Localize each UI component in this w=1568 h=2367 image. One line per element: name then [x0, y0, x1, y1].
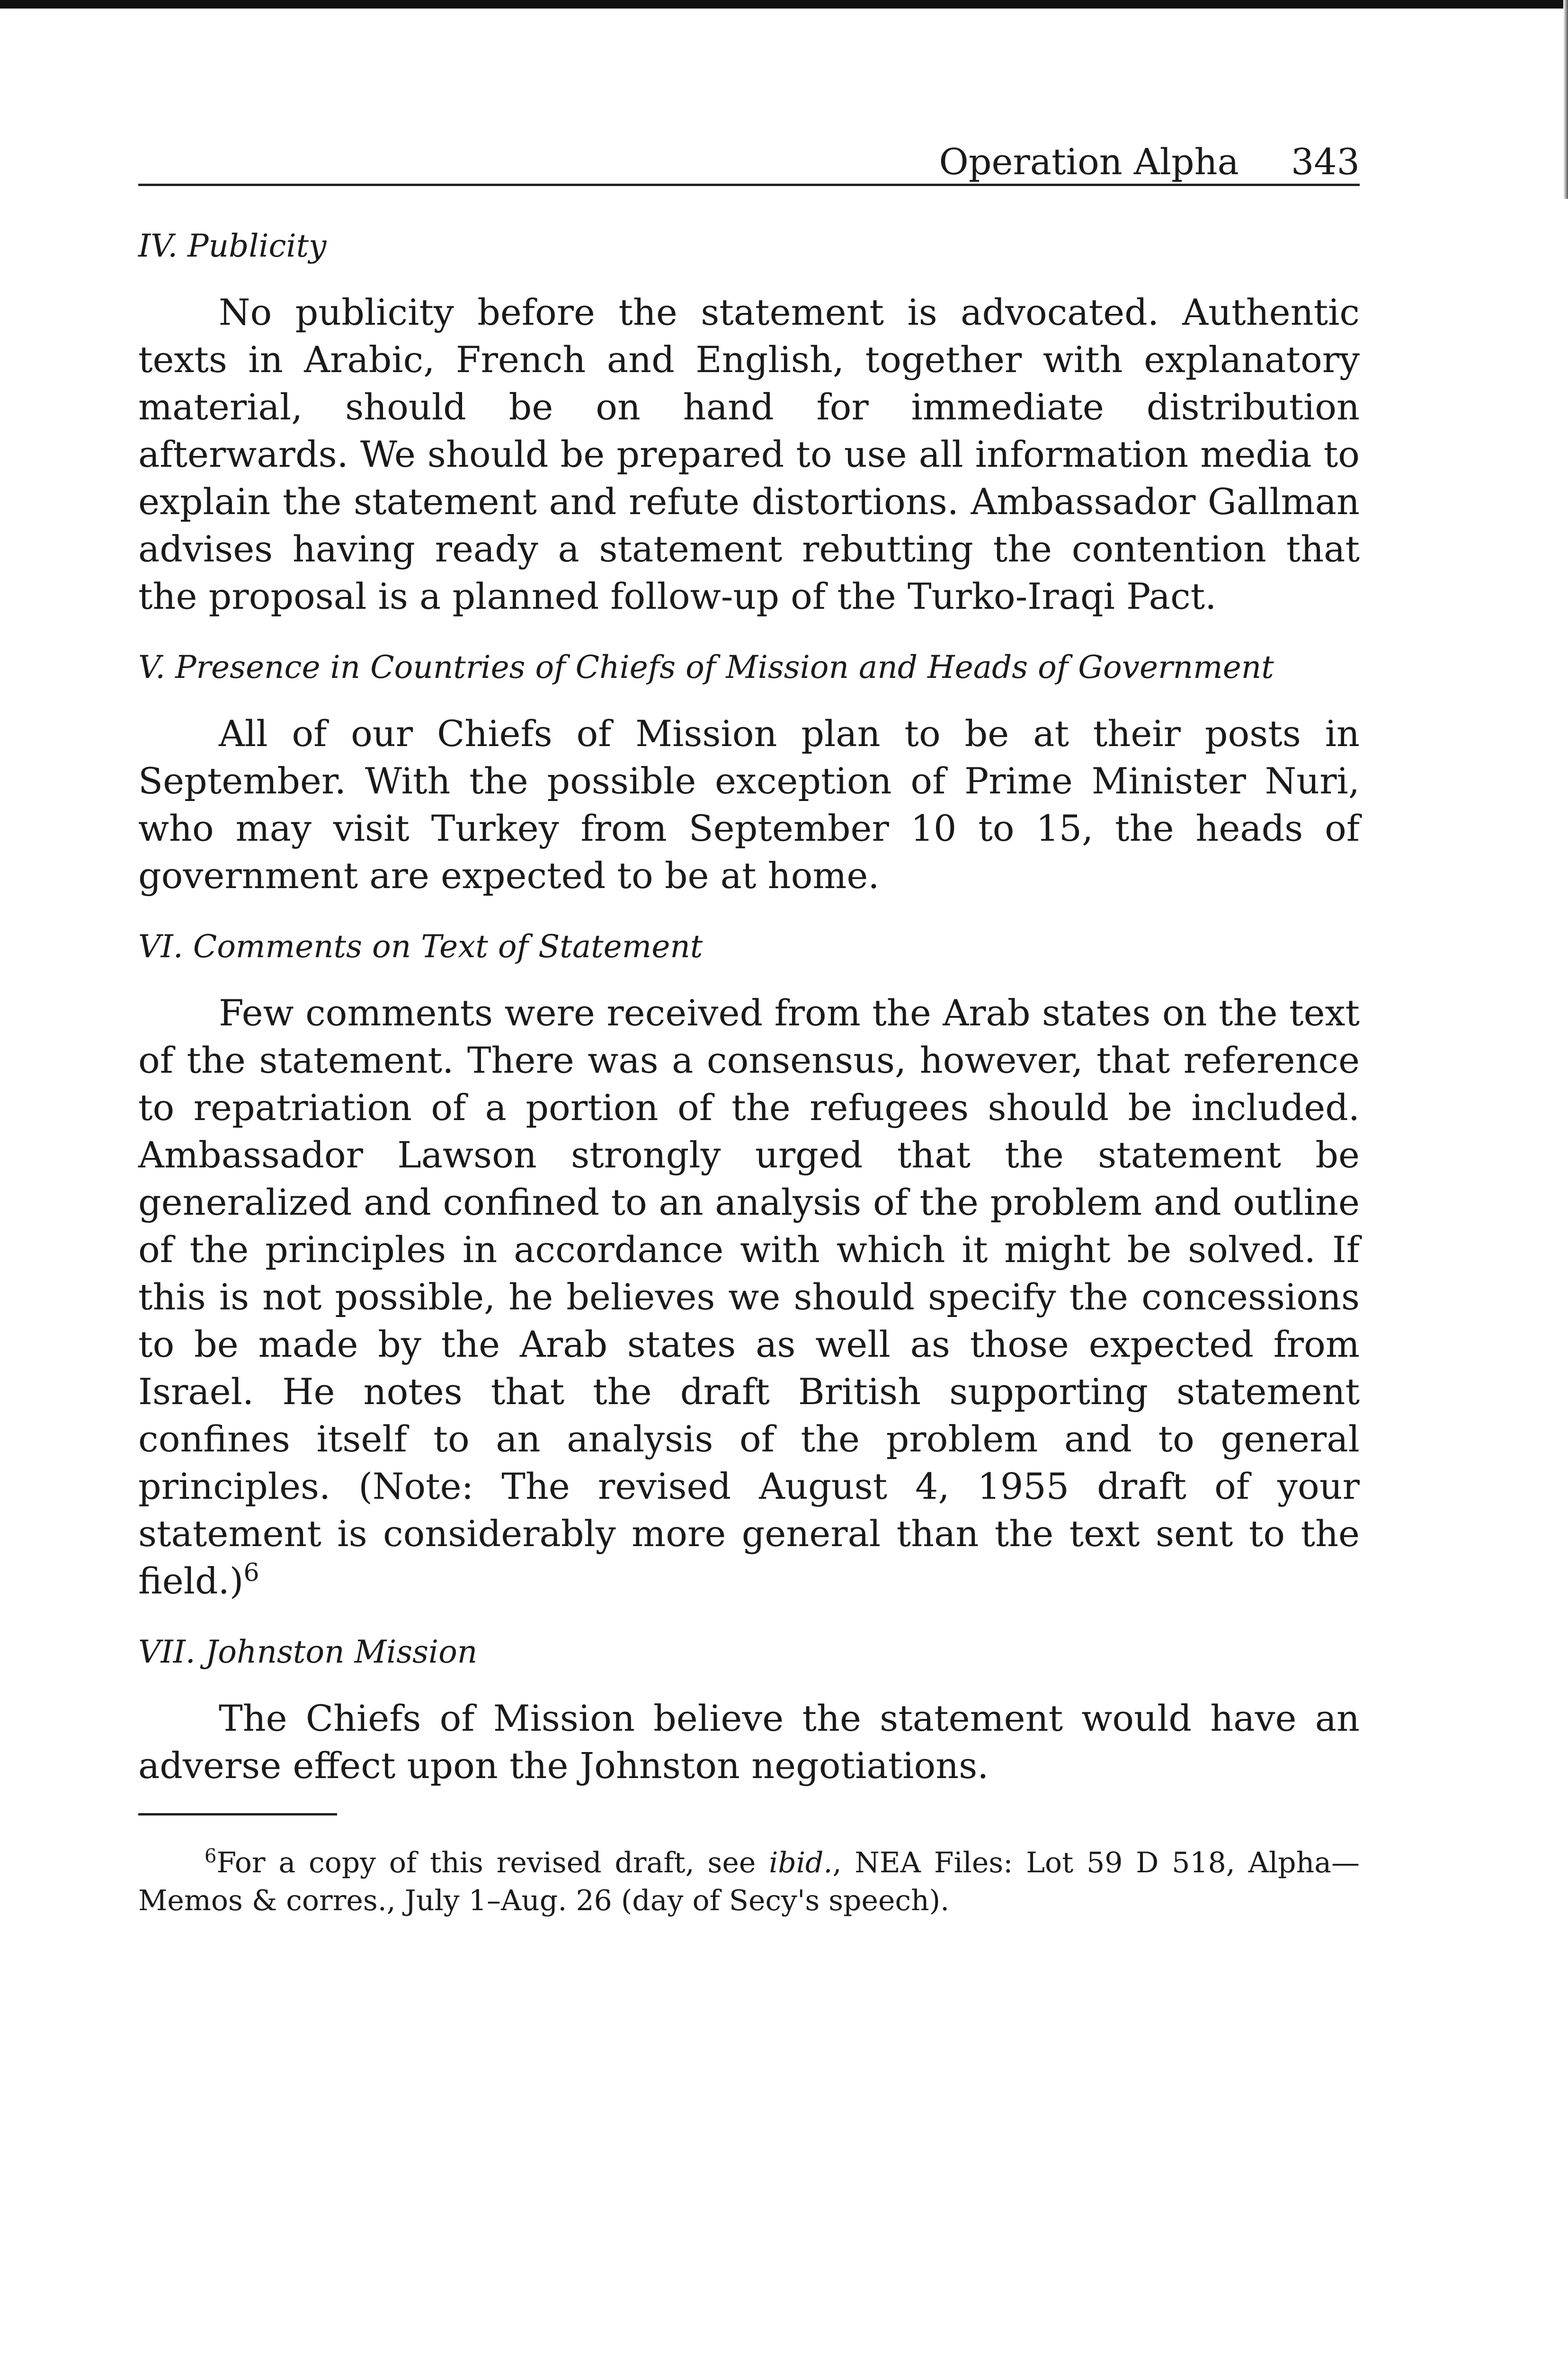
footnote-number: 6	[205, 1845, 217, 1867]
section-heading: VII. Johnston Mission	[138, 1634, 478, 1670]
section-paragraph-text: Few comments were received from the Arab states on the text of the statement. There was a consensus, however, that reference to repatriation of a portion of the refugees should be included. Ambassador Lawson strongly urged that the statement be generalized and confined to an analysis of the problem and outline of the principles in accordance with which it might be solved. If this is not possible, he believes we should specify the concessions to be made by the Arab states as well as those expected from Israel. He notes that the draft British supporting statement confines itself to an analysis of the problem and to general principles. (Note: The revised August 4, 1955 draft of your statement is considerably more general than the text sent to the field.)	[138, 992, 1360, 1602]
running-head	[138, 140, 1360, 186]
page-number: 343	[1291, 141, 1360, 183]
footnote-reference: 6	[243, 1558, 259, 1587]
section-heading: IV. Publicity	[138, 228, 327, 264]
section-paragraph	[138, 989, 1360, 1605]
running-head-title: Operation Alpha	[939, 141, 1239, 183]
section-paragraph: All of our Chiefs of Mission plan to be at their posts in September. With the possible exception of Prime Minister Nuri, who may visit Turkey from September 10 to 15, the heads of government are expected to be at home.	[138, 712, 1360, 897]
section-heading: V. Presence in Countries of Chiefs of Mission and Heads of Government	[138, 649, 1274, 685]
page-right-edge-shadow	[1563, 0, 1568, 199]
footnote-divider	[138, 1813, 337, 1815]
footnote	[138, 1844, 1360, 1920]
section-paragraph: The Chiefs of Mission believe the statement would have an adverse effect upon the Johnston negotiations.	[138, 1697, 1360, 1787]
footnote-ibid: ibid.	[769, 1846, 833, 1879]
section-johnston	[138, 1628, 1360, 1789]
page-top-edge	[0, 0, 1568, 9]
section-paragraph: No publicity before the statement is advocated. Authentic texts in Arabic, French and English, together with explanatory material, should be on hand for immediate distribution afterwards. We should be prepared to use all information media to explain the statement and refute distortions. Ambassador Gallman advises having ready a statement rebutting the contention that the proposal is a planned follow-up of the Turko-Iraqi Pact.	[138, 291, 1360, 617]
footnote-text-before: For a copy of this revised draft, see	[216, 1846, 769, 1879]
section-heading: VI. Comments on Text of Statement	[138, 928, 703, 965]
section-presence	[138, 644, 1360, 899]
section-publicity	[138, 222, 1360, 620]
section-comments	[138, 923, 1360, 1605]
body-text	[138, 222, 1360, 1948]
footnote-text-after: , NEA Files: Lot 59 D 518, Alpha—Memos & corres., July 1–Aug. 26 (day of Secy's speech).	[138, 1846, 1360, 1917]
